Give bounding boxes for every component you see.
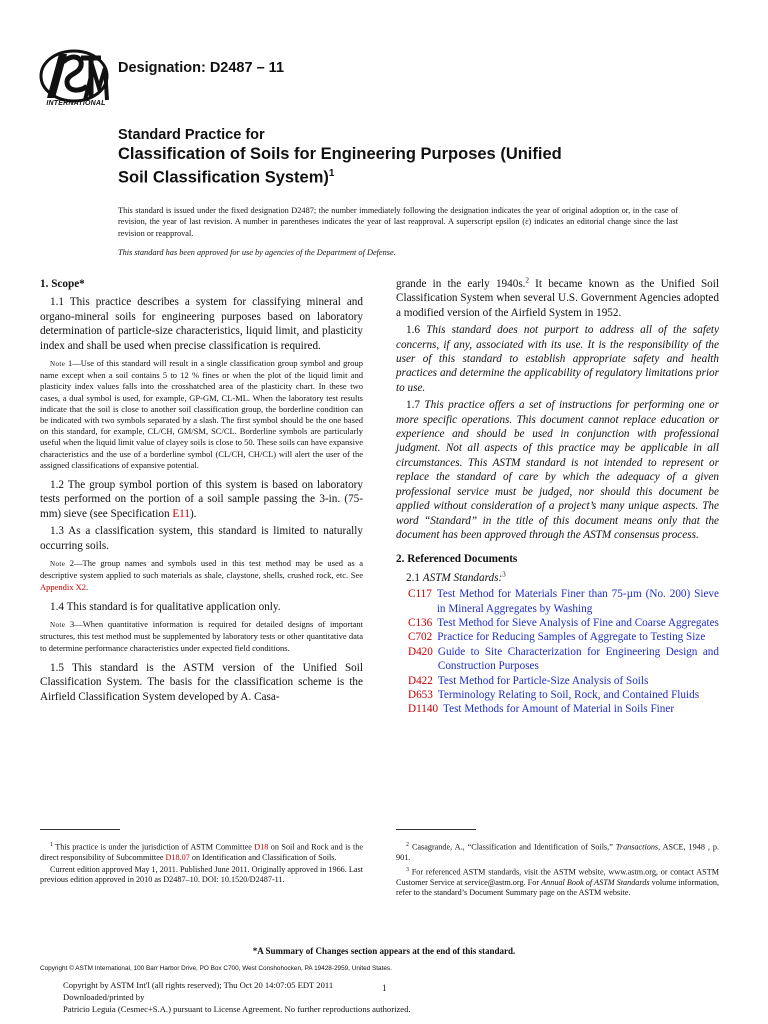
reference-code: D653 [408,688,433,701]
reference-code: D422 [408,674,433,687]
reference-code: D420 [408,645,433,658]
paragraph-1-4: 1.4 This standard is for qualitative application only. [50,600,281,613]
reference-code: C702 [408,631,433,644]
footnote-divider-right [396,829,476,830]
note-2: Note 2—The group names and symbols used in this test method may be used as a descriptive system applied to such materials as shale, claystone, shells, crushed rock, etc. See Appendix X2. [40,558,363,592]
footnotes-right [396,840,719,900]
link-d18[interactable]: D18 [254,842,269,852]
copyright-line: Copyright © ASTM International, 100 Barr Harbor Drive, PO Box C700, West Conshohocken, PA 19428-2959, United States. [40,965,392,972]
reference-title: Test Method for Sieve Analysis of Fine and Coarse Aggregates [437,616,719,629]
paragraph-1-3: 1.3 As a classification system, this standard is limited to naturally occurring soils. [40,525,363,552]
reference-item[interactable] [396,688,719,702]
reference-code: C117 [408,588,432,601]
dod-approval-statement: This standard has been approved for use by agencies of the Department of Defense. [118,248,396,257]
paragraph-1-1: 1.1 This practice describes a system for classifying mineral and organo-mineral soils for engineering purposes based on laboratory determination of particle-size characteristics, liquid limit, and plasticity index and shall be used when precise classification is required. [40,296,363,352]
summary-of-changes-note: *A Summary of Changes section appears at the end of this standard. [252,946,516,956]
reference-item[interactable] [396,587,719,616]
reference-title: Practice for Reducing Samples of Aggregate to Testing Size [437,631,706,644]
footnote-3: $^3$ For referenced ASTM standards, visit the ASTM website, www.astm.org, or contact ASTM Customer Service at service@astm.org. For Annual Book of ASTM Standards volume information, refer to the standard’s Document Summary page on the ASTM website. [396,866,720,898]
logo-caption: INTERNATIONAL [46,100,106,107]
footnote-ref-3: 3 [502,569,506,578]
reference-item[interactable] [396,630,719,644]
section-1-heading: 1. Scope* [40,278,85,290]
referenced-standards-list [396,587,719,717]
reference-item[interactable] [396,674,719,688]
title-footnote-mark: 1 [328,168,335,179]
footnote-1-edition: Current edition approved May 1, 2011. Published June 2011. Originally approved in 1966. Last previous edition approved in 2010 as D2487–10. DOI: 10.1520/D2487-11. [40,864,363,885]
section-2-heading: 2. Referenced Documents [396,553,518,566]
note-3: Note 3—When quantitative information is required for detailed designs of important structures, this test method must be supplemented by laboratory tests or other quantitative data to determine performance characteristics under expected field conditions. [40,619,363,653]
reference-code: D1140 [408,703,439,716]
link-appendix-x2[interactable]: Appendix X2 [40,581,87,592]
link-e11[interactable]: E11 [172,507,190,520]
title-line-3: Soil Classification System)$^1$ [118,168,335,187]
reference-title: Guide to Site Characterization for Engineering Design and Construction Purposes [437,645,719,673]
title-line-2: Classification of Soils for Engineering Purposes (Unified [118,145,562,163]
footnote-2: $^2$ Casagrande, A., “Classification and Identification of Soils,” Transactions, ASCE, 1948 , p. 901. [396,842,719,863]
reference-title: Test Methods for Amount of Material in Soils Finer [443,703,675,716]
reference-code: C136 [408,616,433,629]
license-stamp: Copyright by ASTM Int'l (all rights reserved); Thu Oct 20 14:07:05 EDT 2011 Downloaded/printed by Patricio Leguia (Cesmec+S.A.) pursuant to License Agreement. No further reproductions authorized. [63,980,411,1014]
reference-item[interactable] [396,702,719,716]
designation: Designation: D2487 – 11 [118,60,285,76]
reference-title: Test Method for Materials Finer than 75-µm (No. 200) Sieve in Mineral Aggregates by Washing [436,588,719,615]
paragraph-1-5-continued: grande in the early 1940s.$^2$ It became known as the Unified Soil Classification System when several U.S. Government Agencies adopted a modified version of the Airfield System in 1952. [396,276,719,319]
reference-title: Terminology Relating to Soil, Rock, and Contained Fluids [437,688,700,701]
title-line-1: Standard Practice for [118,127,265,143]
document-title [118,127,718,188]
link-d18-07[interactable]: D18.07 [165,853,190,863]
footnote-divider-left [40,829,120,830]
paragraph-1-6: 1.6 This standard does not purport to address all of the safety concerns, if any, associated with its use. It is the responsibility of the user of this standard to establish appropriate safety and health practices and determine the applicability of regulatory limitations prior to use. [396,324,719,394]
subsection-2-1: 2.1 ASTM Standards:$^3$ [406,569,506,584]
note-1: Note 1—Use of this standard will result in a single classification group symbol and group name except when a soil contains 5 to 12 % fines or when the plot of the liquid limit and plasticity index values falls into the crosshatched area of the plasticity chart. In these two cases, a dual symbol is used, for example, GP-GM, CL-ML. When the laboratory test results indicate that the soil is close to another soil classification group, the borderline condition can be indicated with two symbols separated by a slash. The first symbol should be the one based on this standard, for example, CL/CH, GM/SM, SC/CL. Borderline symbols are particularly useful when the liquid limit value of clayey soils is close to 50. These soils can have expansive characteristics and the use of a borderline symbol (CL/CH, CH/CL) will alert the user of the assigned classifications of expansive potential. [40,358,363,470]
footnote-ref-2: 2 [525,276,529,285]
right-column [396,277,719,717]
paragraph-1-7: 1.7 This practice offers a set of instructions for performing one or more specific operations. This document cannot replace education or experience and should be used in conjunction with professional judgment. Not all aspects of this practice may be applicable in all circumstances. This ASTM standard is not intended to represent or replace the standard of care by which the adequacy of a given professional service must be judged, nor should this document be applied without consideration of a project’s many unique aspects. The word “Standard” in the title of this document means only that the document has been approved through the ASTM consensus process. [396,399,719,541]
paragraph-1-2: 1.2 The group symbol portion of this system is based on laboratory tests performed on the portion of a soil sample passing the 3-in. (75-mm) sieve (see Specification E11). [40,479,363,520]
reference-item[interactable] [396,645,719,674]
reference-title: Test Method for Particle-Size Analysis of Soils [437,674,649,687]
reference-item[interactable] [396,616,719,630]
paragraph-1-5: 1.5 This standard is the ASTM version of the Unified Soil Classification System. The basis for the classification scheme is the Airfield Classification System developed by A. Casa- [40,661,363,703]
footnote-1: $^1$ This practice is under the jurisdiction of ASTM Committee D18 on Soil and Rock and is the direct responsibility of Subcommittee D18.07 on Identification and Classification of Soils. [40,842,364,863]
page-number: 1 [382,983,387,993]
left-column [40,277,363,707]
issuance-statement: This standard is issued under the fixed designation D2487; the number immediately following the designation indicates the year of original adoption or, in the case of revision, the year of last revision. A number in parentheses indicates the year of last reapproval. A superscript epsilon (ε) indicates an editorial change since the last revision or reapproval. [118,206,678,238]
footnotes-left [40,840,363,887]
